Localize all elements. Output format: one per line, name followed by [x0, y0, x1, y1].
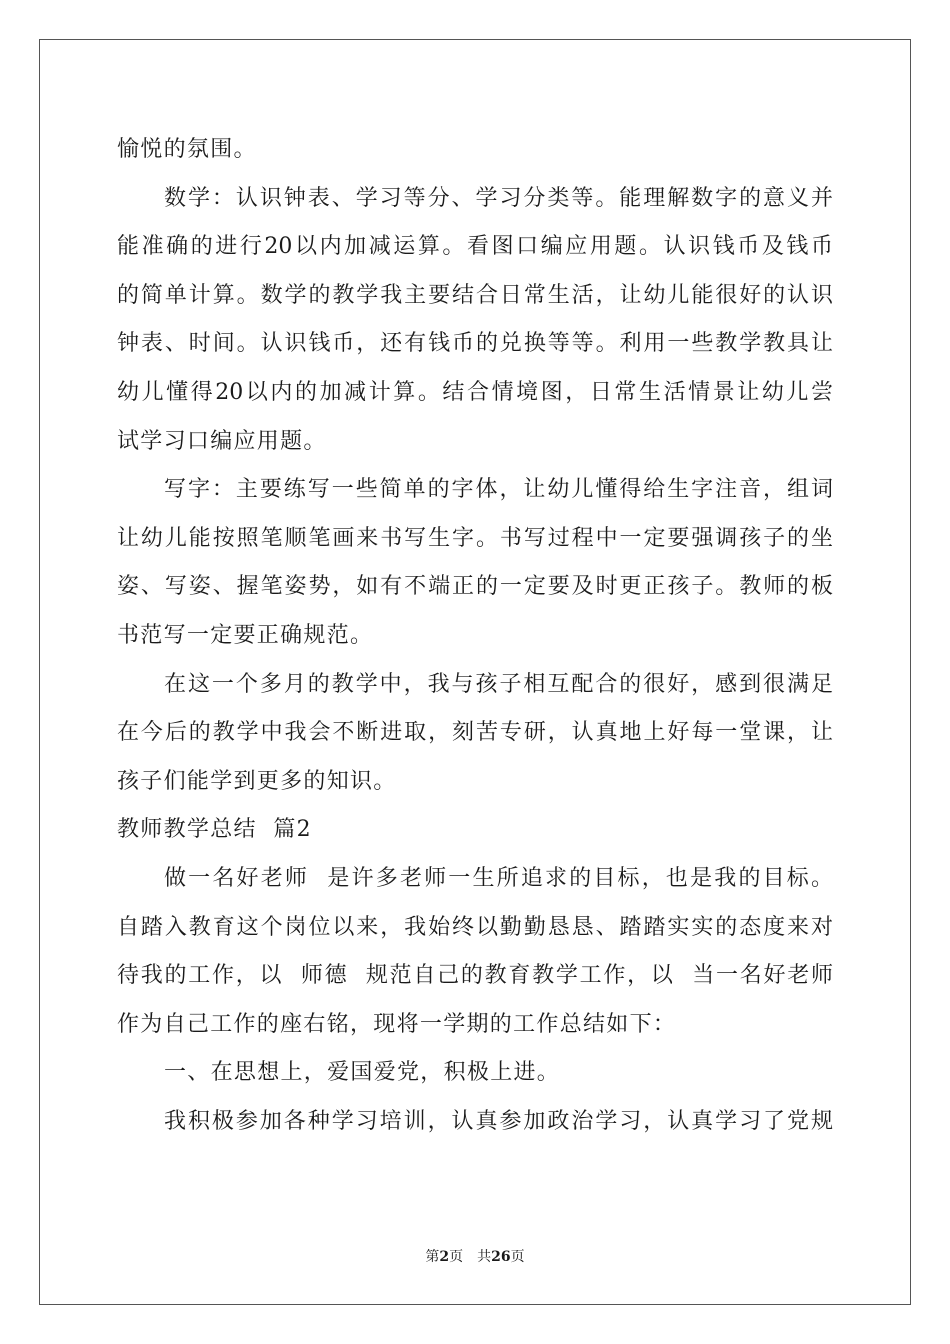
text-line: 幼儿懂得20以内的加减计算。结合情境图，日常生活情景让幼儿尝 [117, 379, 833, 405]
section-heading: 教师教学总结 篇2 [117, 817, 312, 843]
text-line: 写字：主要练写一些简单的字体，让幼儿懂得给生字注音，组词 [164, 477, 833, 503]
text-line: 数学：认识钟表、学习等分、学习分类等。能理解数字的意义并 [164, 185, 833, 211]
text-line: 愉悦的氛围。 [117, 137, 257, 162]
text-line: 书范写一定要正确规范。 [117, 622, 374, 648]
footer-total-suffix: 页 [510, 1249, 525, 1265]
text-line: 让幼儿能按照笔顺笔画来书写生字。书写过程中一定要强调孩子的坐 [117, 525, 833, 551]
footer-page-number: 2 [439, 1249, 450, 1265]
footer-page-suffix: 页 [449, 1249, 464, 1265]
text-line: 姿、写姿、握笔姿势，如有不端正的一定要及时更正孩子。教师的板 [117, 574, 833, 600]
footer-total-number: 26 [491, 1249, 511, 1265]
text-line: 孩子们能学到更多的知识。 [117, 768, 397, 794]
text-line: 钟表、时间。认识钱币，还有钱币的兑换等等。利用一些教学教具让 [117, 331, 833, 357]
text-line: 自踏入教育这个岗位以来，我始终以勤勤恳恳、踏踏实实的态度来对 [117, 914, 833, 940]
text-line: 做一名好老师 是许多老师一生所追求的目标，也是我的目标。 [164, 865, 833, 891]
text-line: 一、在思想上，爱国爱党，积极上进。 [164, 1060, 561, 1086]
document-body [117, 126, 833, 1146]
text-line: 我积极参加各种学习培训，认真参加政治学习，认真学习了党规 [164, 1108, 833, 1134]
text-line: 在今后的教学中我会不断进取，刻苦专研，认真地上好每一堂课，让 [117, 720, 833, 746]
text-line: 能准确的进行20以内加减运算。看图口编应用题。认识钱币及钱币 [117, 234, 833, 260]
text-line: 待我的工作，以 师德 规范自己的教育教学工作，以 当一名好老师 [117, 963, 833, 989]
text-line: 作为自己工作的座右铭，现将一学期的工作总结如下： [117, 1011, 677, 1037]
text-line: 的简单计算。数学的教学我主要结合日常生活，让幼儿能很好的认识 [117, 282, 833, 308]
page-footer [0, 1246, 950, 1266]
text-line: 试学习口编应用题。 [117, 428, 327, 454]
text-line: 在这一个多月的教学中，我与孩子相互配合的很好，感到很满足 [164, 671, 833, 697]
footer-page-prefix: 第 [425, 1249, 440, 1265]
footer-total-prefix: 共 [477, 1249, 492, 1265]
